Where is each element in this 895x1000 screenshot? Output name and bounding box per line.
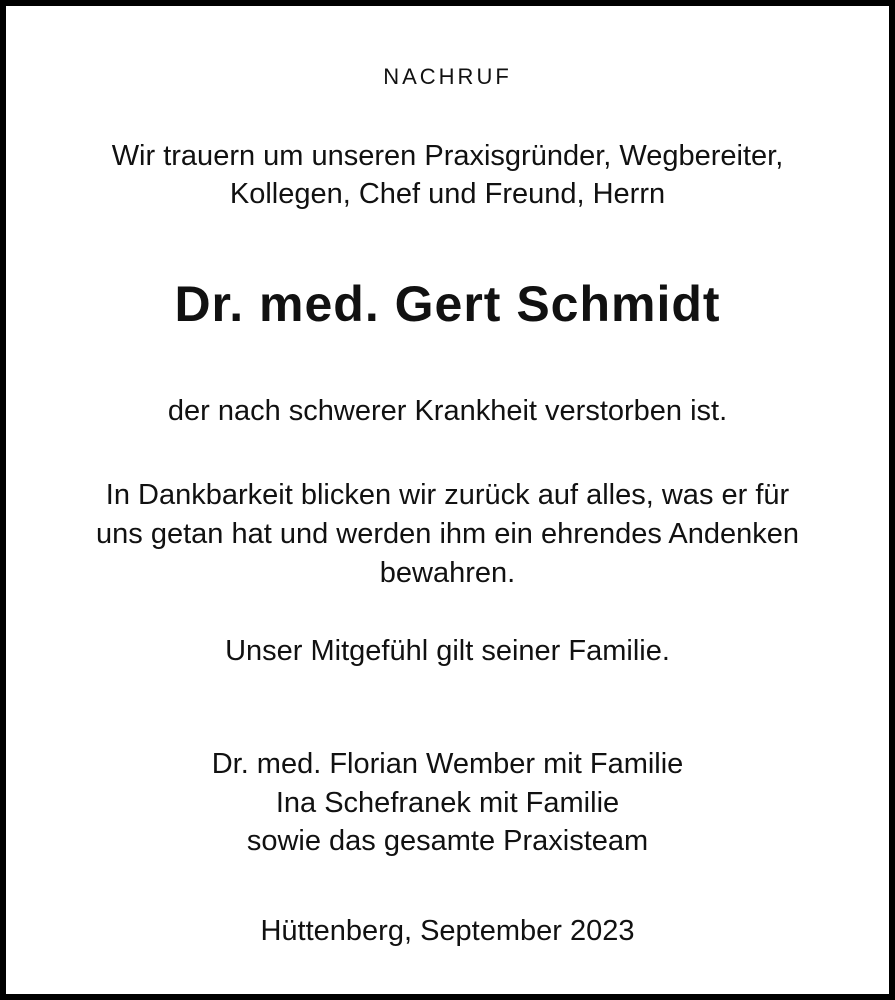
- gratitude-line: uns getan hat und werden ihm ein ehrendes Andenken: [96, 518, 799, 550]
- deceased-name: Dr. med. Gert Schmidt: [174, 276, 721, 332]
- gratitude-line: In Dankbarkeit blicken wir zurück auf alles, was er für: [105, 479, 790, 511]
- signatory: Ina Schefranek mit Familie: [275, 787, 620, 819]
- heading: NACHRUF: [383, 64, 512, 89]
- intro-line: Wir trauern um unseren Praxisgründer, Wegbereiter,: [111, 140, 784, 172]
- gratitude-line: bewahren.: [379, 557, 516, 589]
- statement: der nach schwerer Krankheit verstorben ist.: [167, 395, 728, 427]
- intro-line: Kollegen, Chef und Freund, Herrn: [229, 178, 666, 210]
- signatory: sowie das gesamte Praxisteam: [246, 825, 649, 857]
- place-date: Hüttenberg, September 2023: [260, 915, 635, 947]
- signatory: Dr. med. Florian Wember mit Familie: [211, 748, 684, 780]
- sympathy: Unser Mitgefühl gilt seiner Familie.: [225, 635, 670, 667]
